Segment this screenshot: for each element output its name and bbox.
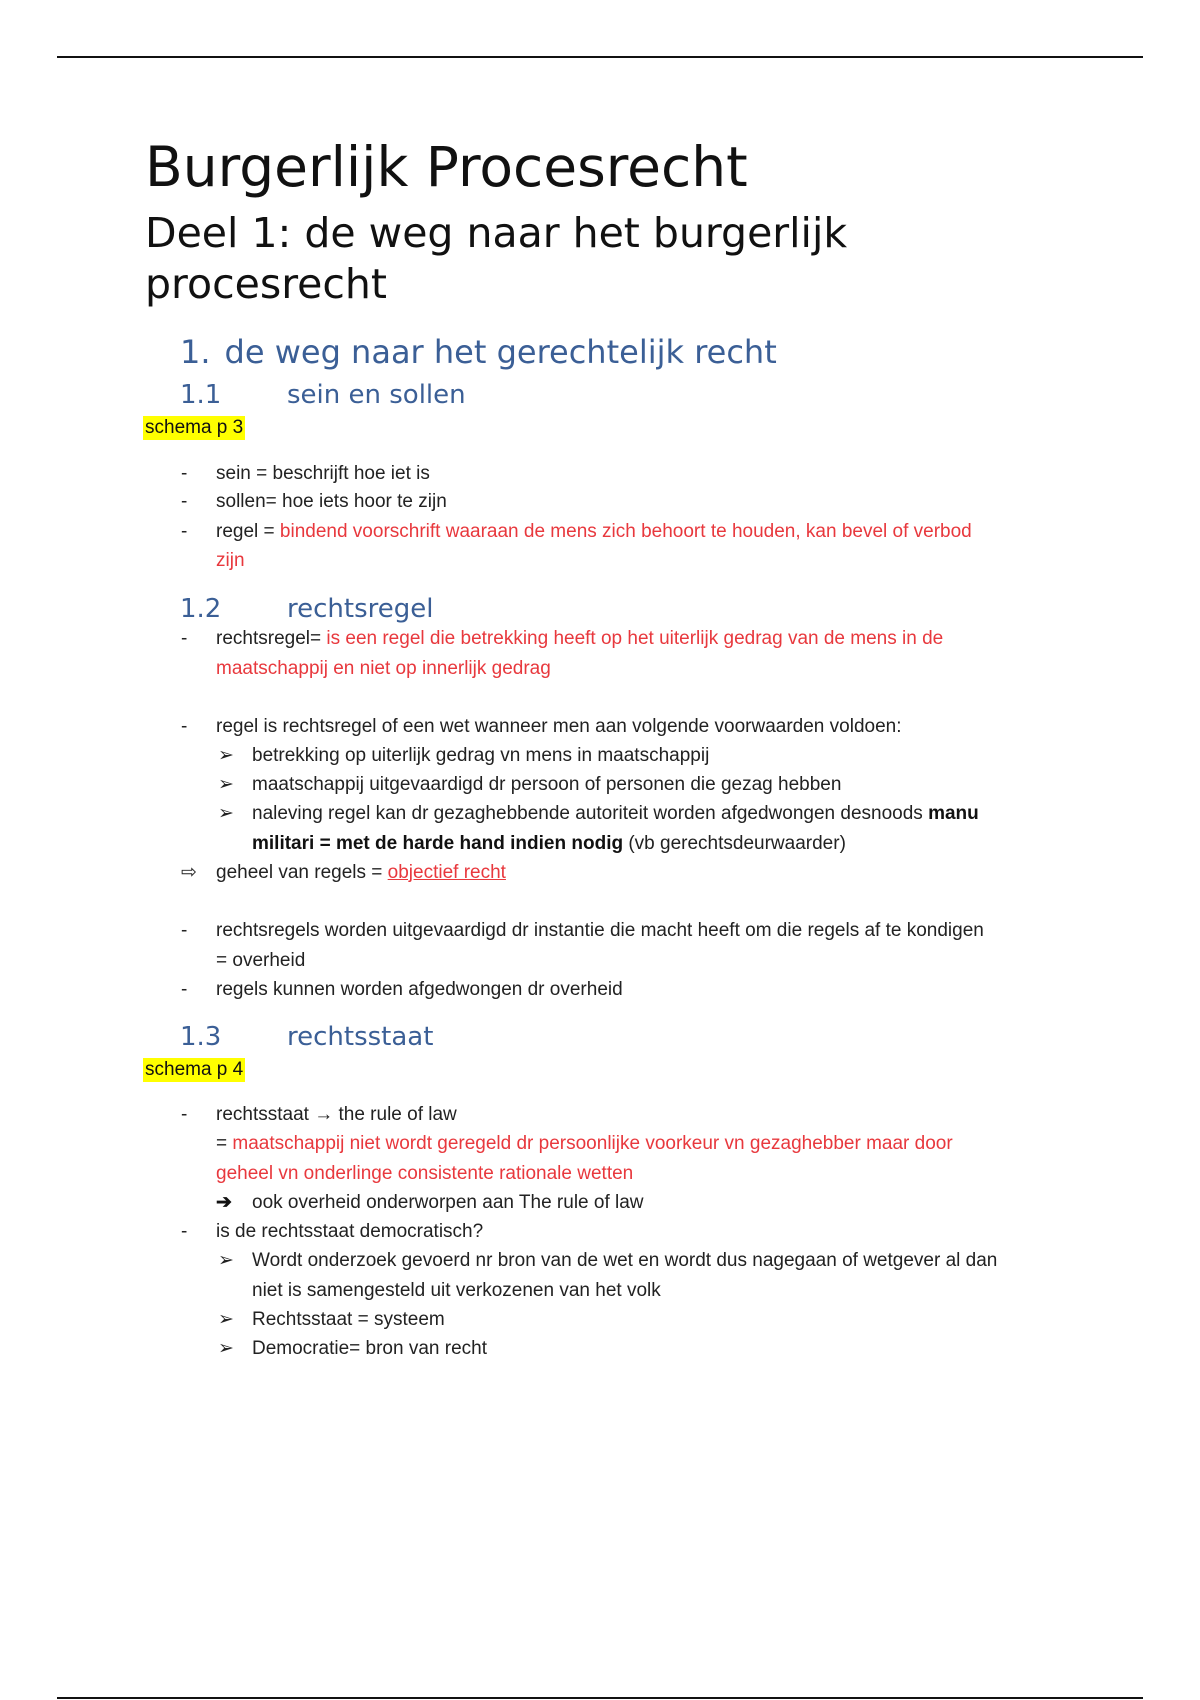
header-rule	[57, 56, 1143, 58]
document-subtitle: Deel 1: de weg naar het burgerlijk procesrecht	[145, 209, 848, 308]
arrowhead-bullet-icon: ➢	[218, 745, 234, 766]
dash-marker: -	[181, 979, 188, 1000]
dash-marker: -	[181, 463, 188, 484]
heading-section-1	[180, 333, 777, 371]
dash-marker: -	[181, 521, 188, 542]
arrowhead-bullet-icon: ➢	[218, 803, 234, 824]
footer-rule	[57, 1697, 1143, 1699]
dash-marker: -	[181, 1104, 188, 1125]
dash-marker: -	[181, 1221, 188, 1242]
section-title: rechtsstaat	[287, 1022, 434, 1052]
document-title: Burgerlijk Procesrecht	[145, 135, 748, 199]
heading-section-1-1	[180, 382, 466, 408]
arrowhead-bullet-icon: ➢	[218, 1309, 234, 1330]
heading-section-1-3	[180, 1024, 433, 1050]
section-number: 1.2	[180, 594, 222, 624]
section-number: 1.	[180, 333, 211, 371]
section-number: 1.1	[180, 380, 222, 410]
dash-marker: -	[181, 716, 188, 737]
dash-marker: -	[181, 920, 188, 941]
hollow-arrow-icon: ⇨	[181, 862, 197, 883]
bold-arrow-icon: ➔	[216, 1192, 232, 1213]
highlight-tag: schema p 3	[145, 417, 244, 438]
arrowhead-bullet-icon: ➢	[218, 1338, 234, 1359]
section-title: sein en sollen	[287, 380, 466, 410]
section-title: de weg naar het gerechtelijk recht	[224, 333, 777, 371]
dash-marker: -	[181, 491, 188, 512]
section-number: 1.3	[180, 1022, 222, 1052]
heading-section-1-2	[180, 596, 433, 622]
arrowhead-bullet-icon: ➢	[218, 1250, 234, 1271]
dash-marker: -	[181, 628, 188, 649]
arrowhead-bullet-icon: ➢	[218, 774, 234, 795]
highlight-tag: schema p 4	[145, 1059, 244, 1080]
section-title: rechtsregel	[287, 594, 434, 624]
